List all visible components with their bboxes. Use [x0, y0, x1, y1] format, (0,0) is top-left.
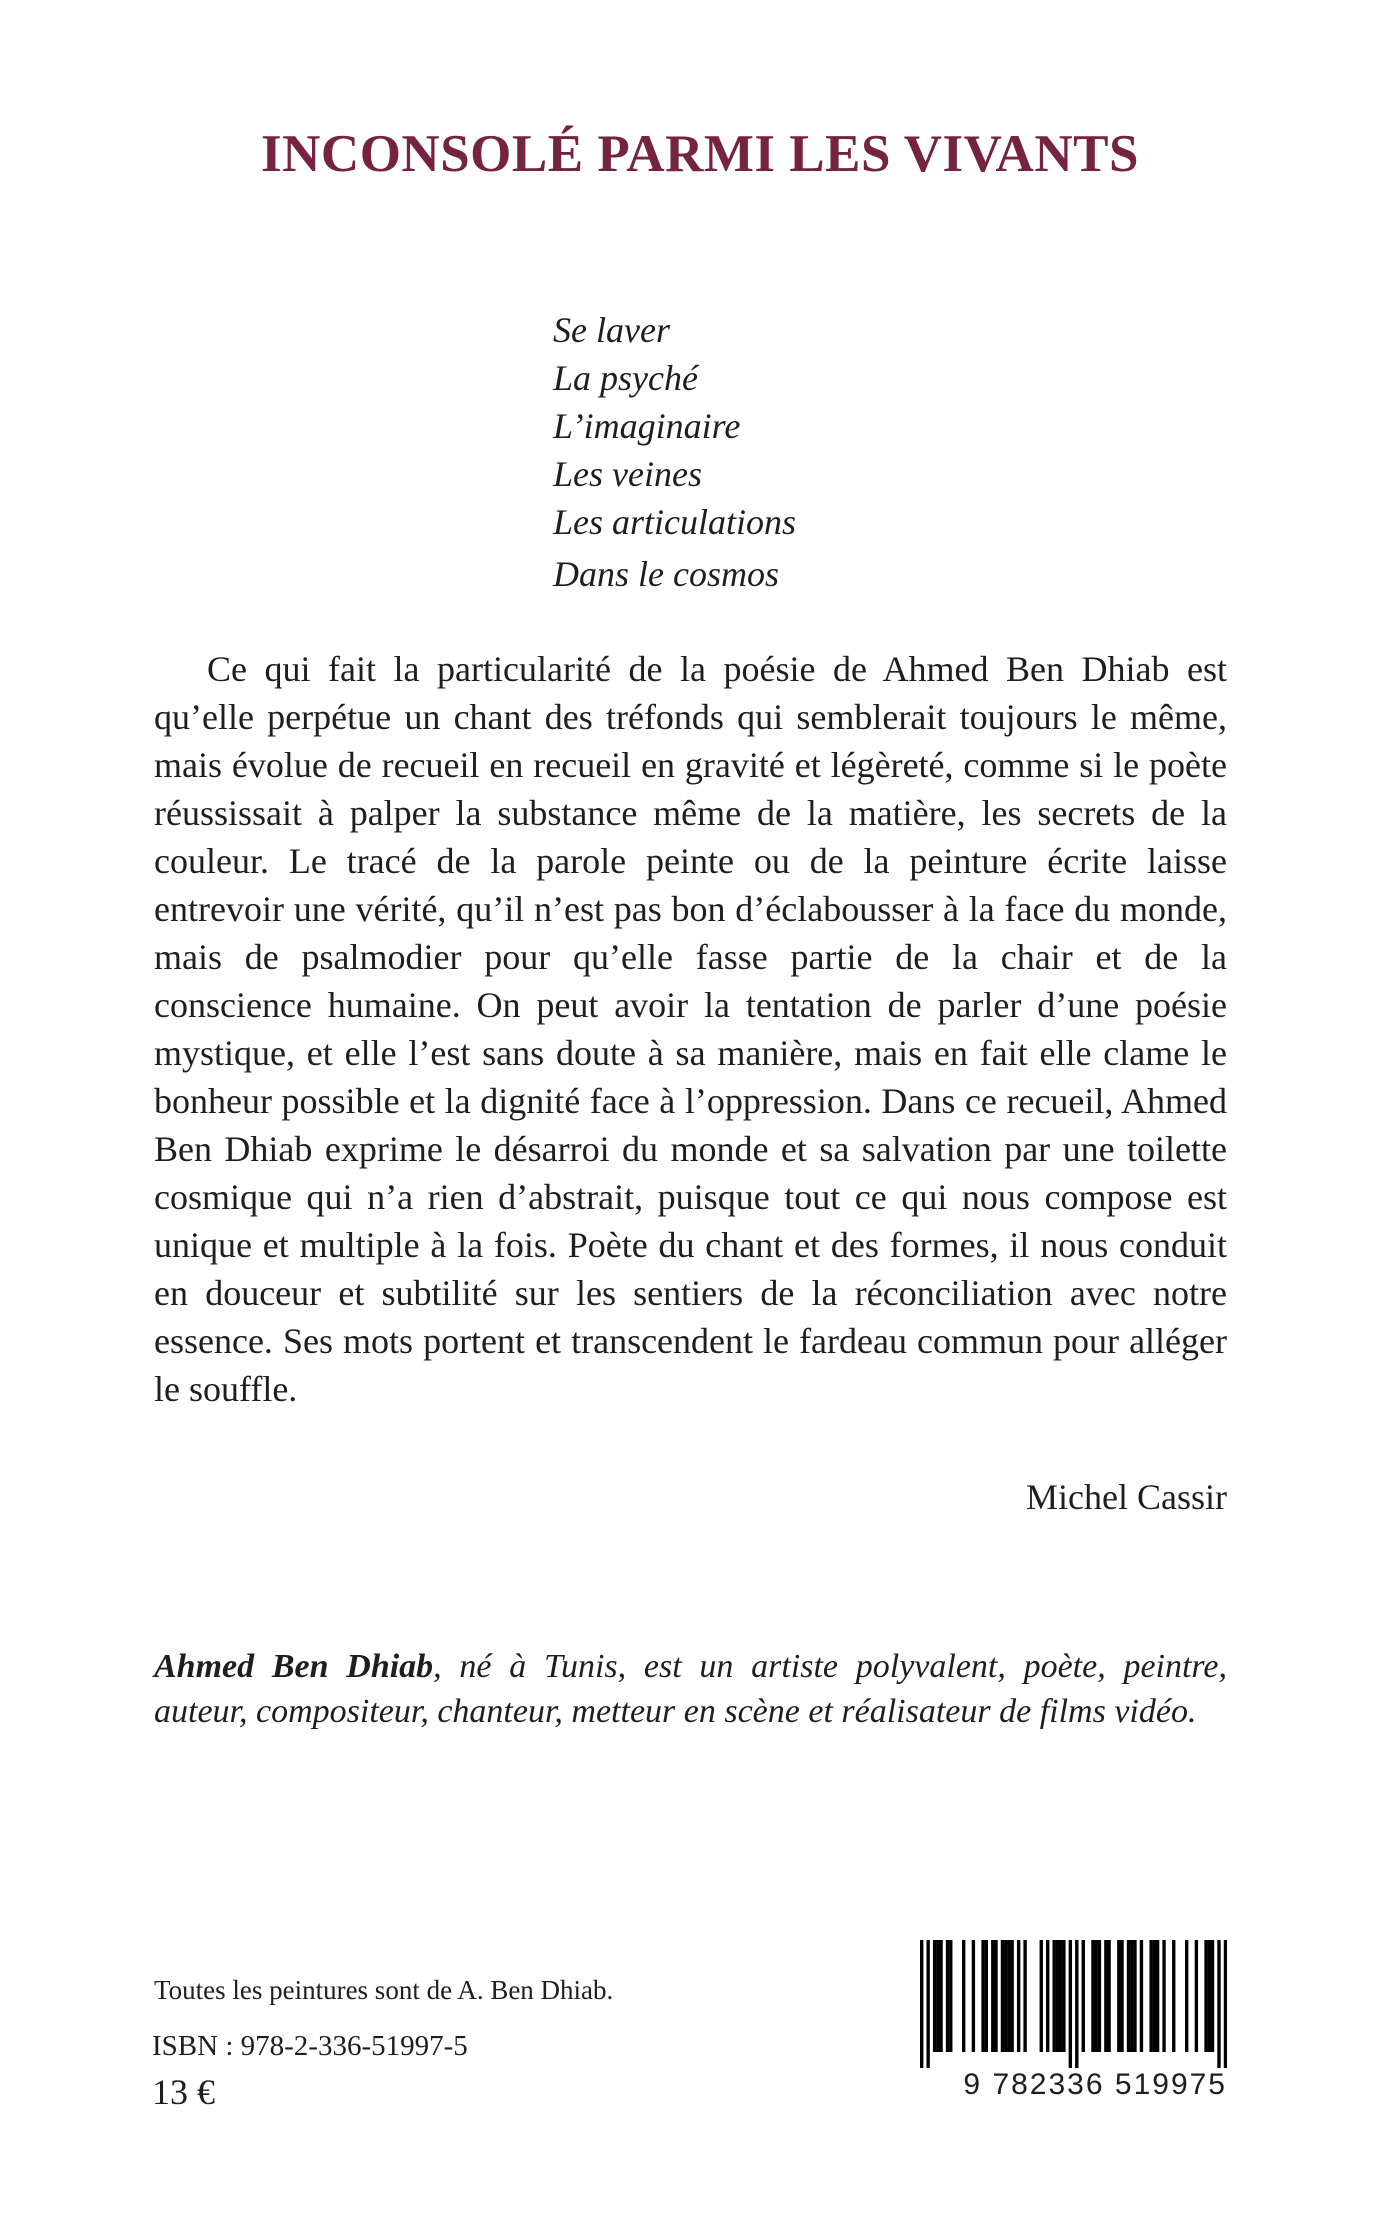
barcode-bar — [1149, 1940, 1152, 2052]
barcode-bar — [1069, 1940, 1072, 2068]
barcode-bar — [1172, 1940, 1175, 2052]
barcode-bar — [1156, 1940, 1159, 2052]
barcode-bar — [949, 1940, 952, 2052]
barcode-bar — [1052, 1940, 1055, 2052]
barcode-bar — [1059, 1940, 1062, 2052]
barcode-bar — [981, 1940, 984, 2052]
barcode-bar — [1095, 1940, 1098, 2052]
barcode-bars — [900, 1940, 1227, 2068]
barcode-bar — [1195, 1940, 1198, 2052]
barcode-bar — [933, 1940, 936, 2052]
barcode-bar — [1091, 1940, 1094, 2052]
barcode-bar — [1007, 1940, 1010, 2052]
barcode-bar — [985, 1940, 988, 2052]
book-title: INCONSOLÉ PARMI LES VIVANTS — [261, 125, 1139, 183]
review-paragraph: Ce qui fait la particularité de la poésie de Ahmed Ben Dhiab est qu’elle perpétue un chant des tréfonds qui semblerait toujours le même, mais évolue de recueil en recueil en gravité et légèreté, comme si le poète réussissait à palper la substance même de la matière, les secrets de la couleur. Le tracé de la parole peinte ou de la peinture écrite laisse entrevoir une vérité, qu’il n’est pas bon d’éclabousser à la face du monde, mais de psalmodier pour qu’elle fasse partie de la chair et de la conscience humaine. On peut avoir la tentation de parler d’une poésie mystique, et elle l’est sans doute à sa manière, mais en fait elle clame le bonheur possible et la dignité face à l’oppression. Dans ce recueil, Ahmed Ben Dhiab exprime le désarroi du monde et sa salvation par une toilette cosmique qui n’a rien d’abstrait, puisque tout ce qui nous compose est unique et multiple à la fois. Poète du chant et des formes, il nous conduit en douceur et subtilité sur les sentiers de la réconciliation avec notre essence. Ses mots portent et transcendent le fardeau commun pour alléger le souffle. — [154, 649, 1227, 1409]
barcode-bar — [1133, 1940, 1136, 2052]
barcode-bar — [936, 1940, 939, 2052]
poem-excerpt — [553, 306, 796, 598]
barcode-bar — [991, 1940, 994, 2052]
barcode-bar — [1130, 1940, 1133, 2052]
poem-line: Se laver — [553, 310, 670, 350]
painting-credit: Toutes les peintures sont de A. Ben Dhiab. — [154, 1975, 614, 2005]
poem-line: Les veines — [553, 454, 702, 494]
barcode-bar — [1104, 1940, 1107, 2052]
poem-line: Dans le cosmos — [553, 554, 779, 594]
barcode-bar — [1062, 1940, 1065, 2052]
barcode-bar — [1208, 1940, 1211, 2052]
barcode-bar — [1056, 1940, 1059, 2052]
barcode-bar — [1046, 1940, 1049, 2052]
review-signature: Michel Cassir — [1026, 1477, 1227, 1517]
barcode-bar — [1140, 1940, 1143, 2052]
poem-line: La psyché — [553, 358, 698, 398]
barcode-bar — [1040, 1940, 1043, 2052]
barcode-bar — [1224, 1940, 1227, 2068]
author-bio — [154, 1644, 1227, 1734]
barcode-bar — [1004, 1940, 1007, 2052]
barcode-digits: 9 782336 519975 — [963, 2068, 1227, 2101]
isbn: ISBN : 978-2-336-51997-5 — [152, 2030, 468, 2062]
poem-line: Les articulations — [553, 502, 797, 542]
barcode-bar — [1023, 1940, 1026, 2052]
poem-line: L’imaginaire — [553, 406, 741, 446]
barcode-bar — [1010, 1940, 1013, 2052]
barcode-bar — [926, 1940, 929, 2068]
barcode-bar — [920, 1940, 923, 2068]
barcode-bar — [1120, 1940, 1123, 2052]
barcode-bar — [1211, 1940, 1214, 2052]
barcode — [900, 1940, 1227, 2100]
barcode-bar — [1107, 1940, 1110, 2052]
barcode-bar — [962, 1940, 965, 2052]
barcode-bar — [939, 1940, 942, 2052]
barcode-bar — [1098, 1940, 1101, 2052]
barcode-bar — [1185, 1940, 1188, 2052]
barcode-bar — [1153, 1940, 1156, 2052]
barcode-bar — [1127, 1940, 1130, 2052]
barcode-bar — [1075, 1940, 1078, 2068]
author-bio-text: , né à Tunis, est un artiste polyvalent, poète, peintre, auteur, compositeur, chanteur, metteur en scène et réalisateur de films vidéo. — [154, 1648, 1227, 1730]
barcode-bar — [1162, 1940, 1165, 2052]
barcode-bar — [1117, 1940, 1120, 2052]
barcode-bar — [1001, 1940, 1004, 2052]
barcode-bar — [1217, 1940, 1220, 2068]
barcode-bar — [1017, 1940, 1020, 2052]
barcode-bar — [972, 1940, 975, 2052]
barcode-bar — [1204, 1940, 1207, 2052]
price: 13 € — [152, 2072, 215, 2112]
author-name: Ahmed Ben Dhiab — [154, 1648, 434, 1685]
barcode-bar — [1082, 1940, 1085, 2052]
barcode-bar — [946, 1940, 949, 2052]
barcode-bar — [994, 1940, 997, 2052]
